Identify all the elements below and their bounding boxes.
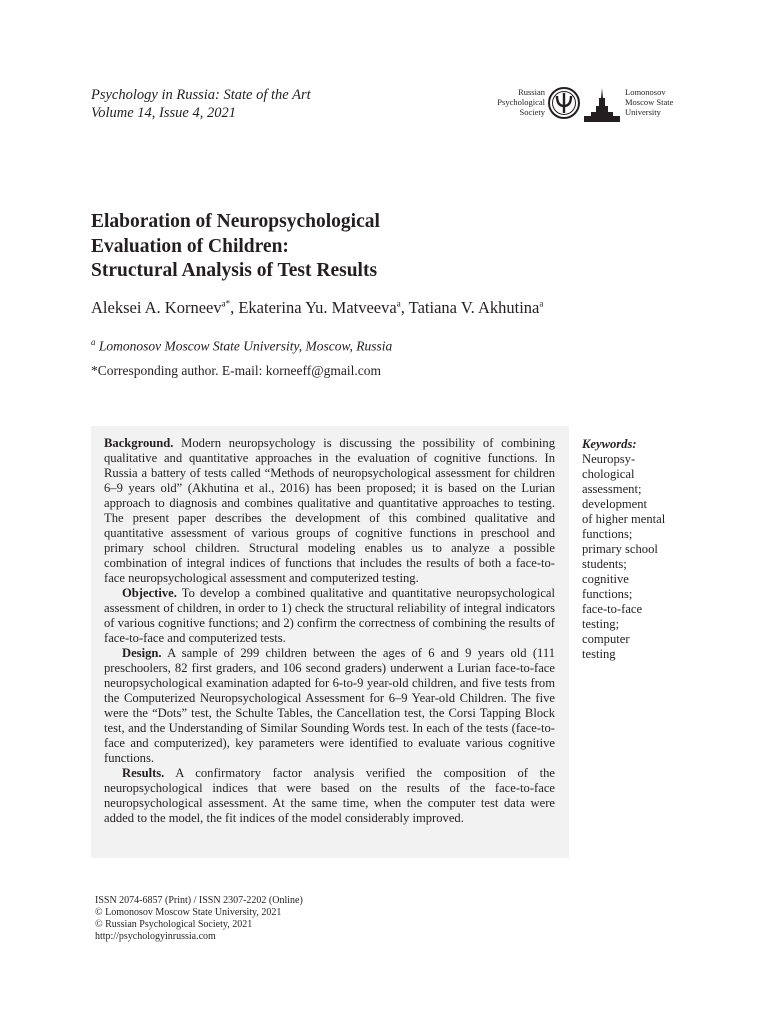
keyword-line: testing; — [582, 617, 620, 631]
article-title — [91, 210, 511, 284]
author-affiliation-mark: a — [539, 298, 544, 309]
author-name: Ekaterina Yu. Matveeva — [238, 298, 397, 317]
author-affiliation-mark: a — [396, 298, 401, 309]
author-affiliation-mark: a* — [221, 298, 231, 309]
title-line: Elaboration of Neuropsychological — [91, 211, 380, 232]
keyword-line: functions; — [582, 587, 633, 601]
title-line: Evaluation of Children: — [91, 235, 289, 257]
issn-line: ISSN 2074-6857 (Print) / ISSN 2307-2202 (Online) — [95, 895, 303, 906]
abstract-heading: Design. — [122, 646, 162, 660]
abstract-heading: Objective. — [122, 586, 177, 600]
abstract-heading: Results. — [122, 766, 165, 780]
keyword-line: development — [582, 497, 648, 511]
affiliation-mark: a — [91, 337, 96, 347]
journal-name: Psychology in Russia: State of the Art — [91, 87, 311, 103]
keyword-line: primary school — [582, 542, 658, 556]
journal-volume: Volume 14, Issue 4, 2021 — [91, 105, 236, 121]
abstract-paragraph — [104, 766, 555, 826]
keyword-line: of higher mental — [582, 512, 666, 526]
copyright-line: © Russian Psychological Society, 2021 — [95, 919, 253, 930]
psi-emblem-icon — [548, 87, 580, 119]
corresponding-author: *Corresponding author. E-mail: korneeff@gmail.com — [91, 363, 381, 378]
keyword-line: face-to-face — [582, 602, 643, 616]
affiliation — [91, 337, 392, 355]
copyright-footer — [95, 895, 303, 943]
abstract-paragraph — [104, 646, 555, 766]
title-line: Structural Analysis of Test Results — [91, 260, 378, 281]
university-building-icon — [584, 88, 620, 122]
keyword-line: testing — [582, 647, 616, 661]
author-name: Tatiana V. Akhutina — [408, 298, 540, 317]
affiliation-text: Lomonosov Moscow State University, Moscow, Russia — [98, 338, 393, 354]
author-name: Aleksei A. Korneev — [91, 298, 222, 317]
abstract — [91, 426, 569, 858]
rps-logo-text: Russian Psychological Society — [497, 87, 545, 117]
keywords-title: Keywords: — [582, 437, 637, 451]
msu-logo-text: Lomonosov Moscow State University — [625, 87, 674, 117]
abstract-text: A confirmatory factor analysis verified the composition of the neuropsychological indices that were based on the results of the face-to-face neuropsychological assessment. At the same time, when the computer test data were added to the model, the fit indices of the model considerably improved. — [104, 766, 555, 825]
journal-header — [91, 86, 311, 122]
keywords — [582, 437, 692, 662]
keyword-line: computer — [582, 632, 630, 646]
abstract-text: A sample of 299 children between the ages of 6 and 9 years old (111 preschoolers, 82 first graders, and 106 second graders) underwent a Lurian face-to-face neuropsychological examination adapted for 6-to-9 year-old children, and five tests from the Computerized Neuropsychological Assessment for 6–9 Year-old Children. The five were the “Dots” test, the Schulte Tables, the Cancellation test, the Corsi Tapping Block test, and the Understanding of Similar Sounding Words test. In each of the tests (face-to-face and computerized), key parameters were identified to evaluate various cognitive functions. — [104, 646, 555, 765]
keyword-line: Neuropsy- — [582, 452, 636, 466]
keyword-line: assessment; — [582, 482, 642, 496]
abstract-paragraph — [104, 436, 555, 586]
keyword-line: chological — [582, 467, 635, 481]
abstract-paragraph — [104, 586, 555, 646]
copyright-line: © Lomonosov Moscow State University, 2021 — [95, 907, 282, 918]
keyword-line: cognitive — [582, 572, 629, 586]
keyword-line: functions; — [582, 527, 633, 541]
publisher-logos — [488, 86, 684, 126]
journal-url[interactable]: http://psychologyinrussia.com — [95, 931, 216, 942]
keyword-line: students; — [582, 557, 627, 571]
abstract-text: To develop a combined qualitative and quantitative neuropsychological assessment of children, in order to 1) check the structural reliability of integral indicators of various cognitive functions; and 2) confirm the correctness of combining the results of face-to-face and computerized tests. — [104, 586, 555, 645]
author-list: Aleksei A. Korneev$^{a*}$, Ekaterina Yu. Matveeva$^a$, Tatiana V. Akhutina$^a$ — [91, 298, 544, 317]
abstract-text: Modern neuropsychology is discussing the possibility of combining qualitative and quantitative approaches in the evaluation of cognitive functions. In Russia a battery of tests called “Methods of neuropsychological assessment for children 6–9 years old” (Akhutina et al., 2016) has been proposed; it is based on the Lurian approach to diagnosis and combines qualitative and quantitative approaches to testing. The present paper describes the development of this combined qualitative and quantitative assessment of various groups of cognitive functions in preschool and primary school children. Structural modeling enables us to analyze a possible combination of integral indices of functions that includes the results of both a face-to-face neuropsychological assessment and computerized testing. — [104, 436, 555, 585]
abstract-heading: Background. — [104, 436, 174, 450]
